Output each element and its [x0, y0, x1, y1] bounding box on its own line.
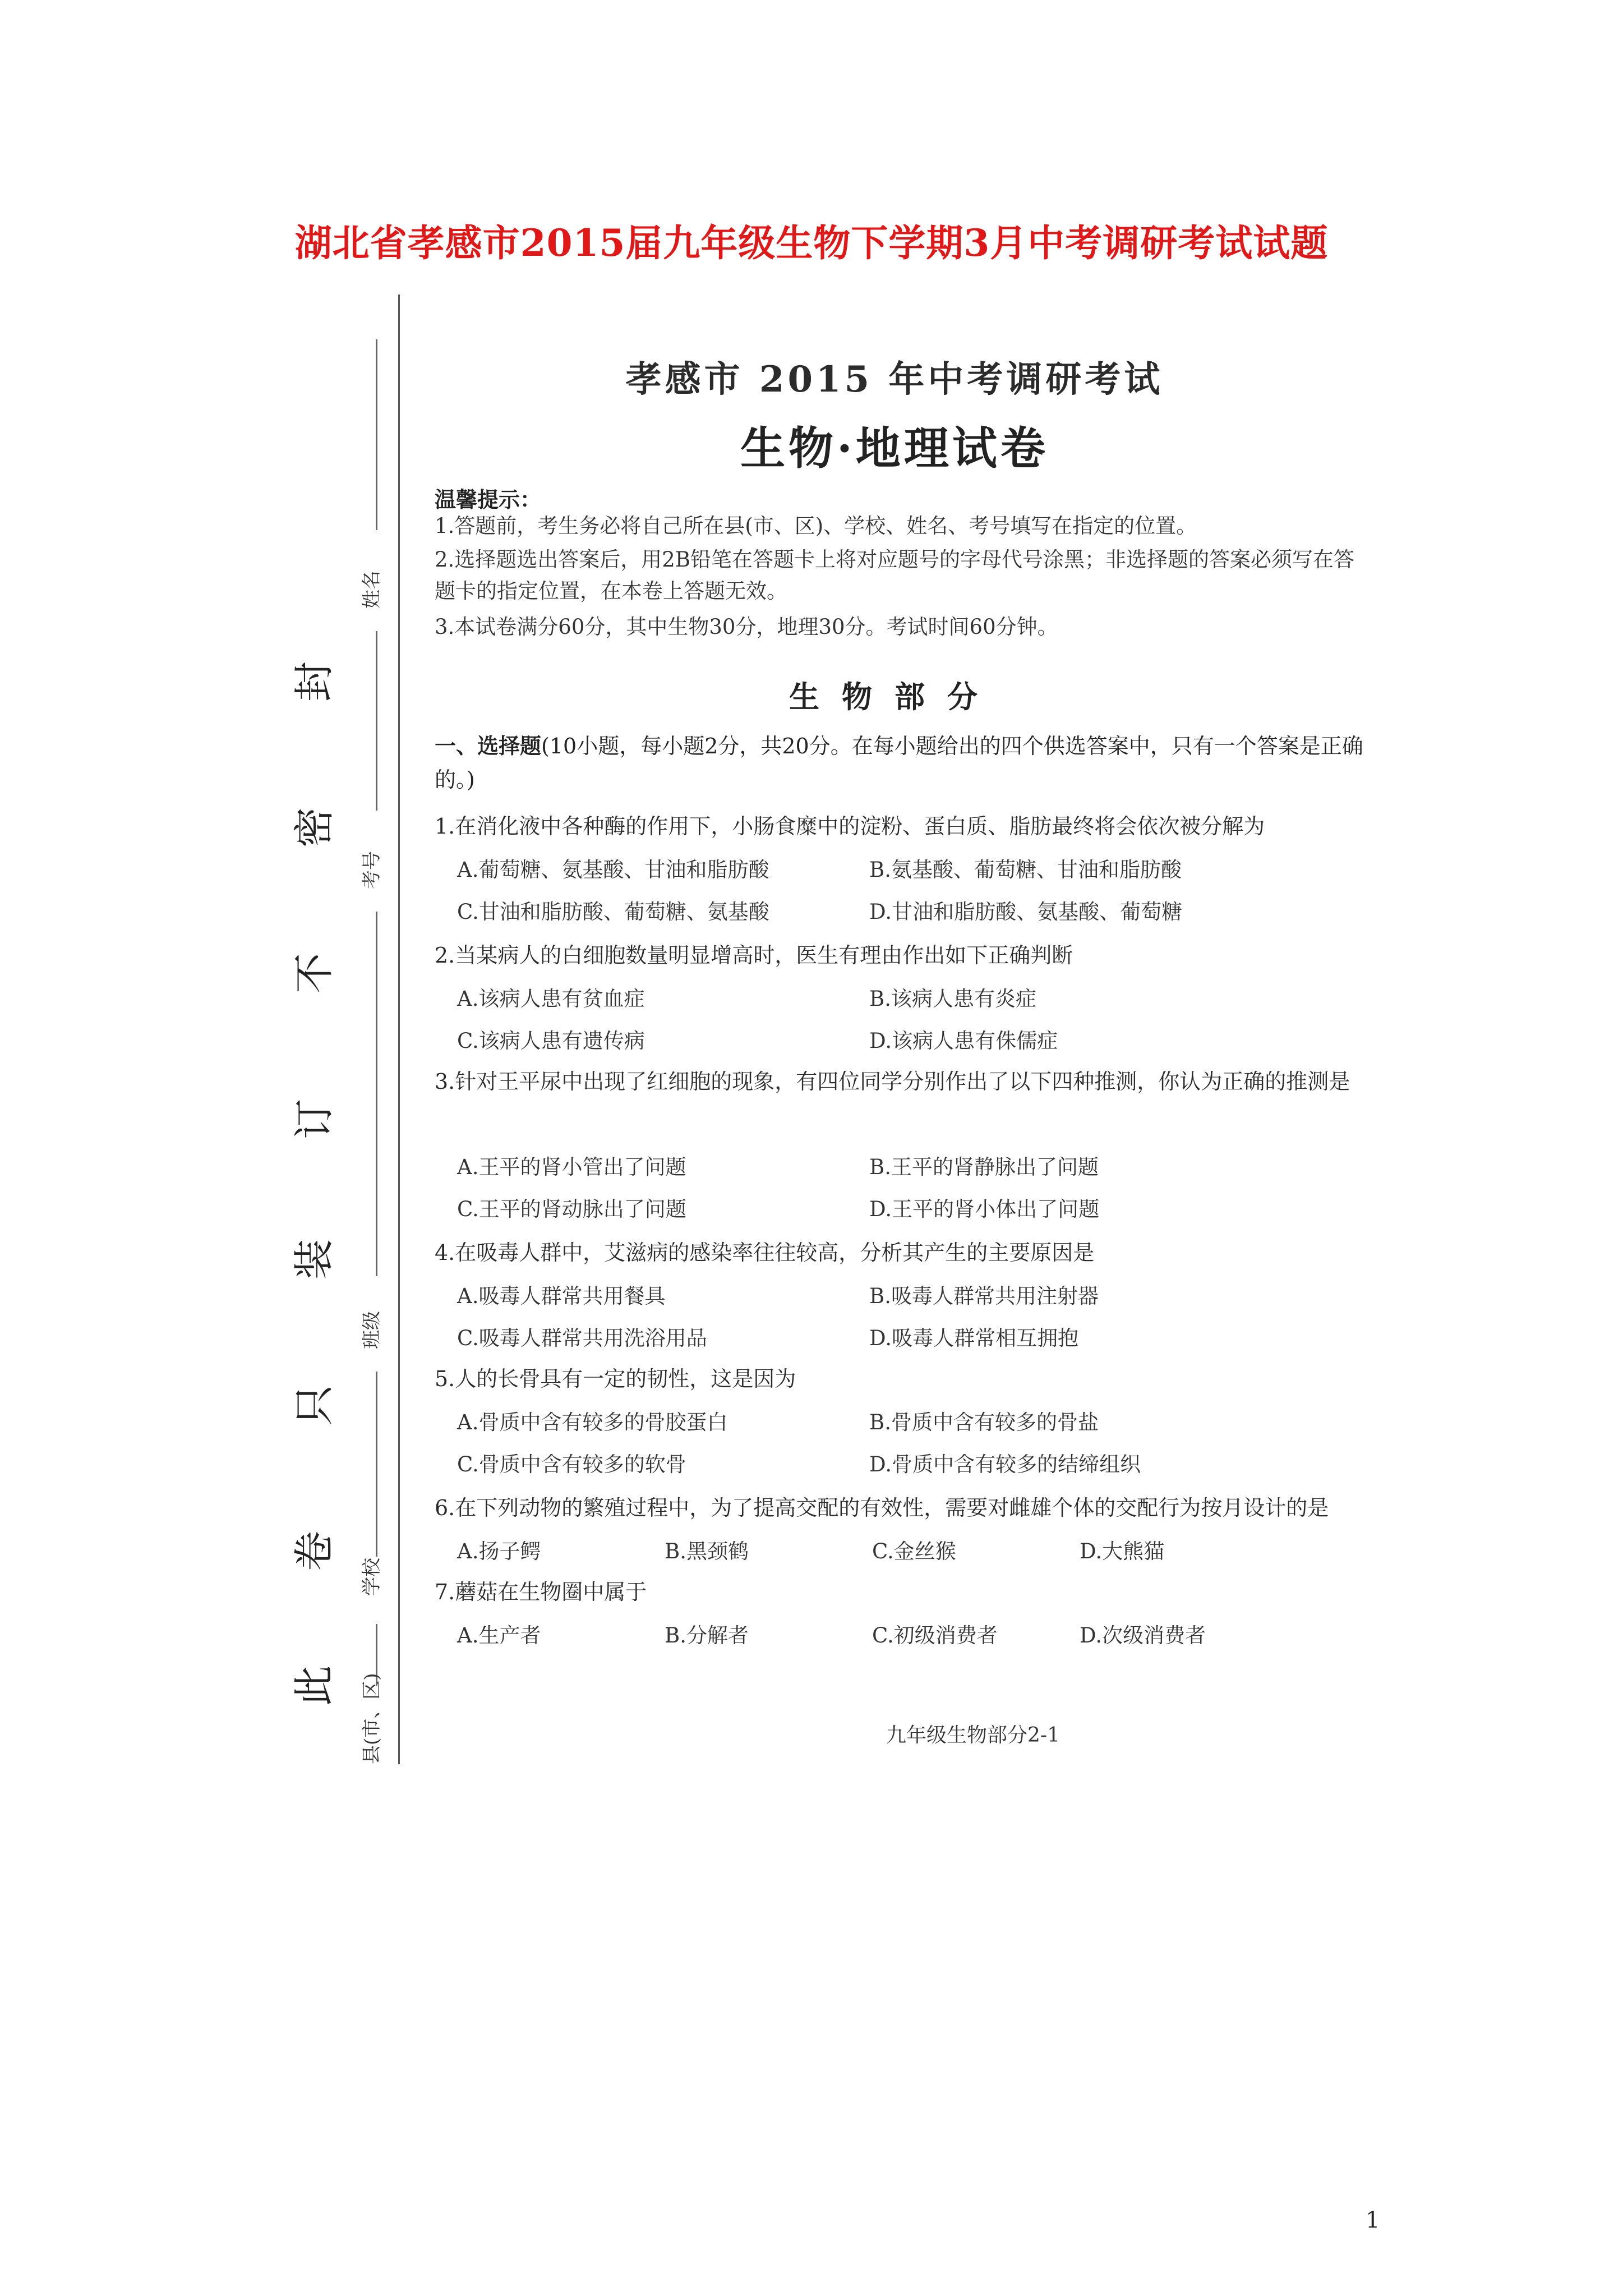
- question-option: A.王平的肾小管出了问题: [457, 1155, 686, 1179]
- question-option: C.骨质中含有较多的软骨: [457, 1452, 686, 1476]
- question-option: C.初级消费者: [872, 1623, 998, 1648]
- question-option: B.黑颈鹤: [665, 1539, 749, 1563]
- seal-char: 不: [291, 953, 338, 994]
- question-option: B.氨基酸、葡萄糖、甘油和脂肪酸: [869, 858, 1182, 882]
- part-heading-rest: (10小题，每小题2分，共20分。在每小题给出的四个供选答案中，只有一个答案是正确的。): [435, 734, 1363, 792]
- seal-char: 封: [291, 661, 338, 702]
- document-title: 湖北省孝感市2015届九年级生物下学期3月中考调研考试试题: [294, 221, 1329, 265]
- seal-char: 此: [291, 1665, 338, 1706]
- question-option: A.生产者: [457, 1623, 541, 1648]
- question-stem: 4.在吸毒人群中，艾滋病的感染率往往较高，分析其产生的主要原因是: [435, 1240, 1095, 1265]
- question-option: D.大熊猫: [1080, 1539, 1165, 1563]
- exam-number-label: 考号: [361, 851, 383, 889]
- name-fill-line: [376, 339, 377, 530]
- question-option: D.该病人患有侏儒症: [869, 1029, 1058, 1053]
- question-option: A.骨质中含有较多的骨胶蛋白: [457, 1410, 728, 1434]
- question-option: A.葡萄糖、氨基酸、甘油和脂肪酸: [457, 858, 769, 882]
- seal-margin-text: [280, 614, 348, 1719]
- question-option: B.王平的肾静脉出了问题: [869, 1155, 1099, 1179]
- page-number: 1: [1366, 2207, 1380, 2233]
- exam-number-fill-line: [376, 631, 377, 811]
- question-option: B.分解者: [665, 1623, 749, 1648]
- question-option: D.吸毒人群常相互拥抱: [869, 1326, 1079, 1350]
- class-fill-line: [376, 912, 377, 1276]
- question-stem: 6.在下列动物的繁殖过程中，为了提高交配的有效性，需要对雌雄个体的交配行为按月设计的是: [435, 1496, 1329, 1520]
- name-label: 姓名: [361, 570, 383, 609]
- seal-char: 装: [291, 1239, 338, 1280]
- question-option: C.王平的肾动脉出了问题: [457, 1197, 686, 1221]
- question-stem: 7.蘑菇在生物圈中属于: [435, 1580, 647, 1604]
- exam-heading: 孝感市 2015 年中考调研考试: [625, 358, 1164, 401]
- school-fill-line: [376, 1372, 377, 1557]
- seal-char: 卷: [291, 1531, 338, 1572]
- class-label: 班级: [361, 1311, 383, 1349]
- county-label: 县(市、区): [361, 1673, 383, 1764]
- seal-char: 密: [291, 807, 338, 848]
- seal-char: 只: [291, 1385, 338, 1426]
- question-option: D.王平的肾小体出了问题: [869, 1197, 1100, 1221]
- question-stem: 1.在消化液中各种酶的作用下，小肠食糜中的淀粉、蛋白质、脂肪最终将会依次被分解为: [435, 814, 1265, 839]
- binding-line: [398, 295, 400, 1764]
- question-option: D.骨质中含有较多的结缔组织: [869, 1452, 1141, 1476]
- exam-page-footer: 九年级生物部分2-1: [886, 1724, 1060, 1747]
- section-title: 生物部分: [789, 679, 1000, 715]
- tip-item: 2.选择题选出答案后，用2B铅笔在答题卡上将对应题号的字母代号涂黑；非选择题的答案必须写在答题卡的指定位置，在本卷上答题无效。: [435, 547, 1355, 603]
- part-heading: [435, 729, 1371, 797]
- question-option: B.该病人患有炎症: [869, 987, 1036, 1011]
- part-heading-bold: 一、选择题: [435, 733, 542, 758]
- tips-title: 温馨提示：: [435, 487, 542, 512]
- question-option: C.该病人患有遗传病: [457, 1029, 645, 1053]
- question-option: D.次级消费者: [1080, 1623, 1206, 1648]
- question-option: C.吸毒人群常共用洗浴用品: [457, 1326, 707, 1350]
- question-stem: 5.人的长骨具有一定的韧性，这是因为: [435, 1366, 796, 1391]
- question-option: B.吸毒人群常共用注射器: [869, 1284, 1099, 1308]
- tip-item: 3.本试卷满分60分，其中生物30分，地理30分。考试时间60分钟。: [435, 615, 1058, 639]
- tip-item: 1.答题前，考生务必将自己所在县(市、区)、学校、姓名、考号填写在指定的位置。: [435, 514, 1197, 538]
- question-option: B.骨质中含有较多的骨盐: [869, 1410, 1099, 1434]
- exam-subject-heading: 生物·地理试卷: [740, 422, 1049, 475]
- question-option: D.甘油和脂肪酸、氨基酸、葡萄糖: [869, 900, 1183, 924]
- seal-char: 订: [291, 1099, 338, 1140]
- question-stem: 3.针对王平尿中出现了红细胞的现象，有四位同学分别作出了以下四种推测，你认为正确的推测是: [435, 1069, 1350, 1094]
- question-option: A.该病人患有贫血症: [457, 987, 645, 1011]
- question-option: A.扬子鳄: [457, 1539, 541, 1563]
- question-option: C.金丝猴: [872, 1539, 956, 1563]
- question-option: C.甘油和脂肪酸、葡萄糖、氨基酸: [457, 900, 769, 924]
- scanned-exam-page: [241, 295, 1380, 1775]
- question-stem: 2.当某病人的白细胞数量明显增高时，医生有理由作出如下正确判断: [435, 943, 1073, 968]
- school-label: 学校: [361, 1558, 383, 1596]
- question-option: A.吸毒人群常共用餐具: [457, 1284, 666, 1308]
